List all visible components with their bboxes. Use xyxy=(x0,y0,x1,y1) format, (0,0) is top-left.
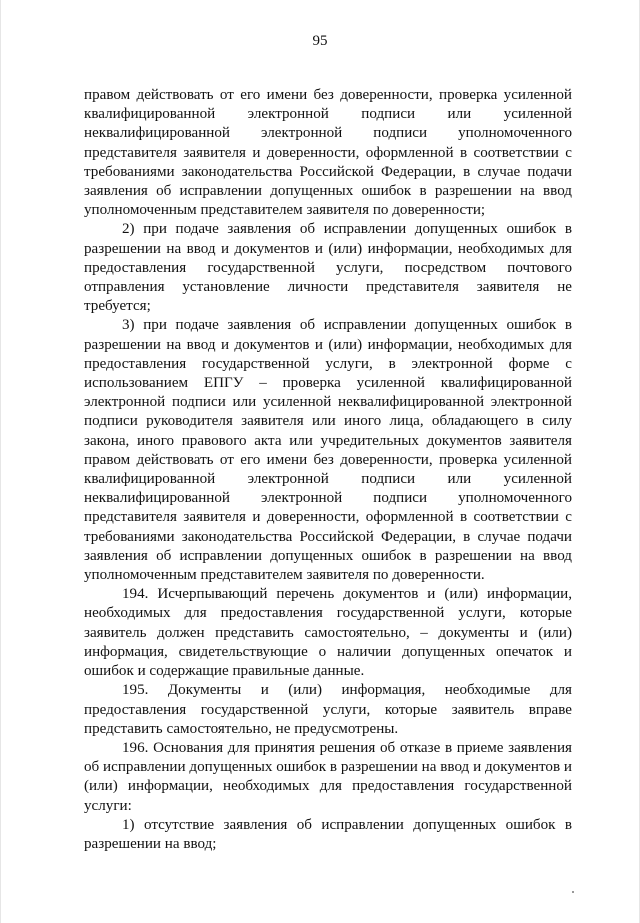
paragraph-item-3: 3) при подаче заявления об исправлении допущенных ошибок в разрешении на ввод и документов и (или) информации, необходимых для предоставления государственной услуги, в электронной форме с использованием ЕПГУ – проверка усиленной квалифицированной электронной подписи или усиленной неквалифицированной электронной подписи руководителя заявителя или иного лица, обладающего в силу закона, иного правового акта или учредительных документов заявителя правом действовать от его имени без доверенности, проверка усиленной квалифицированной электронной подписи или усиленной неквалифицированной электронной подписи уполномоченного представителя заявителя и доверенности, оформленной в соответствии с требованиями законодательства Российской Федерации, в случае подачи заявления об исправлении допущенных ошибок в разрешении на ввод уполномоченным представителем заявителя по доверенности. xyxy=(84,317,572,584)
paragraph-194: 194. Исчерпывающий перечень документов и (или) информации, необходимых для предоставления государственной услуги, которые заявитель должен представить самостоятельно, – документы и (или) информация, свидетельствующие о наличии допущенных опечаток и ошибок и содержащие правильные данные. xyxy=(84,586,572,680)
paragraph-item-2: 2) при подаче заявления об исправлении допущенных ошибок в разрешении на ввод и документов и (или) информации, необходимых для предоставления государственной услуги, посредством почтового отправления установление личности представителя заявителя не требуется; xyxy=(84,221,572,315)
paragraph-195: 195. Документы и (или) информация, необходимые для предоставления государственной услуги, которые заявитель вправе представить самостоятельно, не предусмотрены. xyxy=(84,682,572,737)
paragraph-196: 196. Основания для принятия решения об отказе в приеме заявления об исправлении допущенных ошибок в разрешении на ввод и документов и (или) информации, необходимых для предоставления государственной услуги: xyxy=(84,739,572,814)
document-body xyxy=(84,86,572,854)
paragraph-196-item-1: 1) отсутствие заявления об исправлении допущенных ошибок в разрешении на ввод; xyxy=(84,816,572,852)
page-number: 95 xyxy=(312,33,328,49)
scan-edge-left xyxy=(0,0,1,923)
paragraph-continuation: правом действовать от его имени без доверенности, проверка усиленной квалифицированной электронной подписи или усиленной неквалифицированной электронной подписи уполномоченного представителя заявителя и доверенности, оформленной в соответствии с требованиями законодательства Российской Федерации, в случае подачи заявления об исправлении допущенных ошибок в разрешении на ввод уполномоченным представителем заявителя по доверенности; xyxy=(84,87,572,219)
scan-artifact-dot xyxy=(572,891,574,893)
